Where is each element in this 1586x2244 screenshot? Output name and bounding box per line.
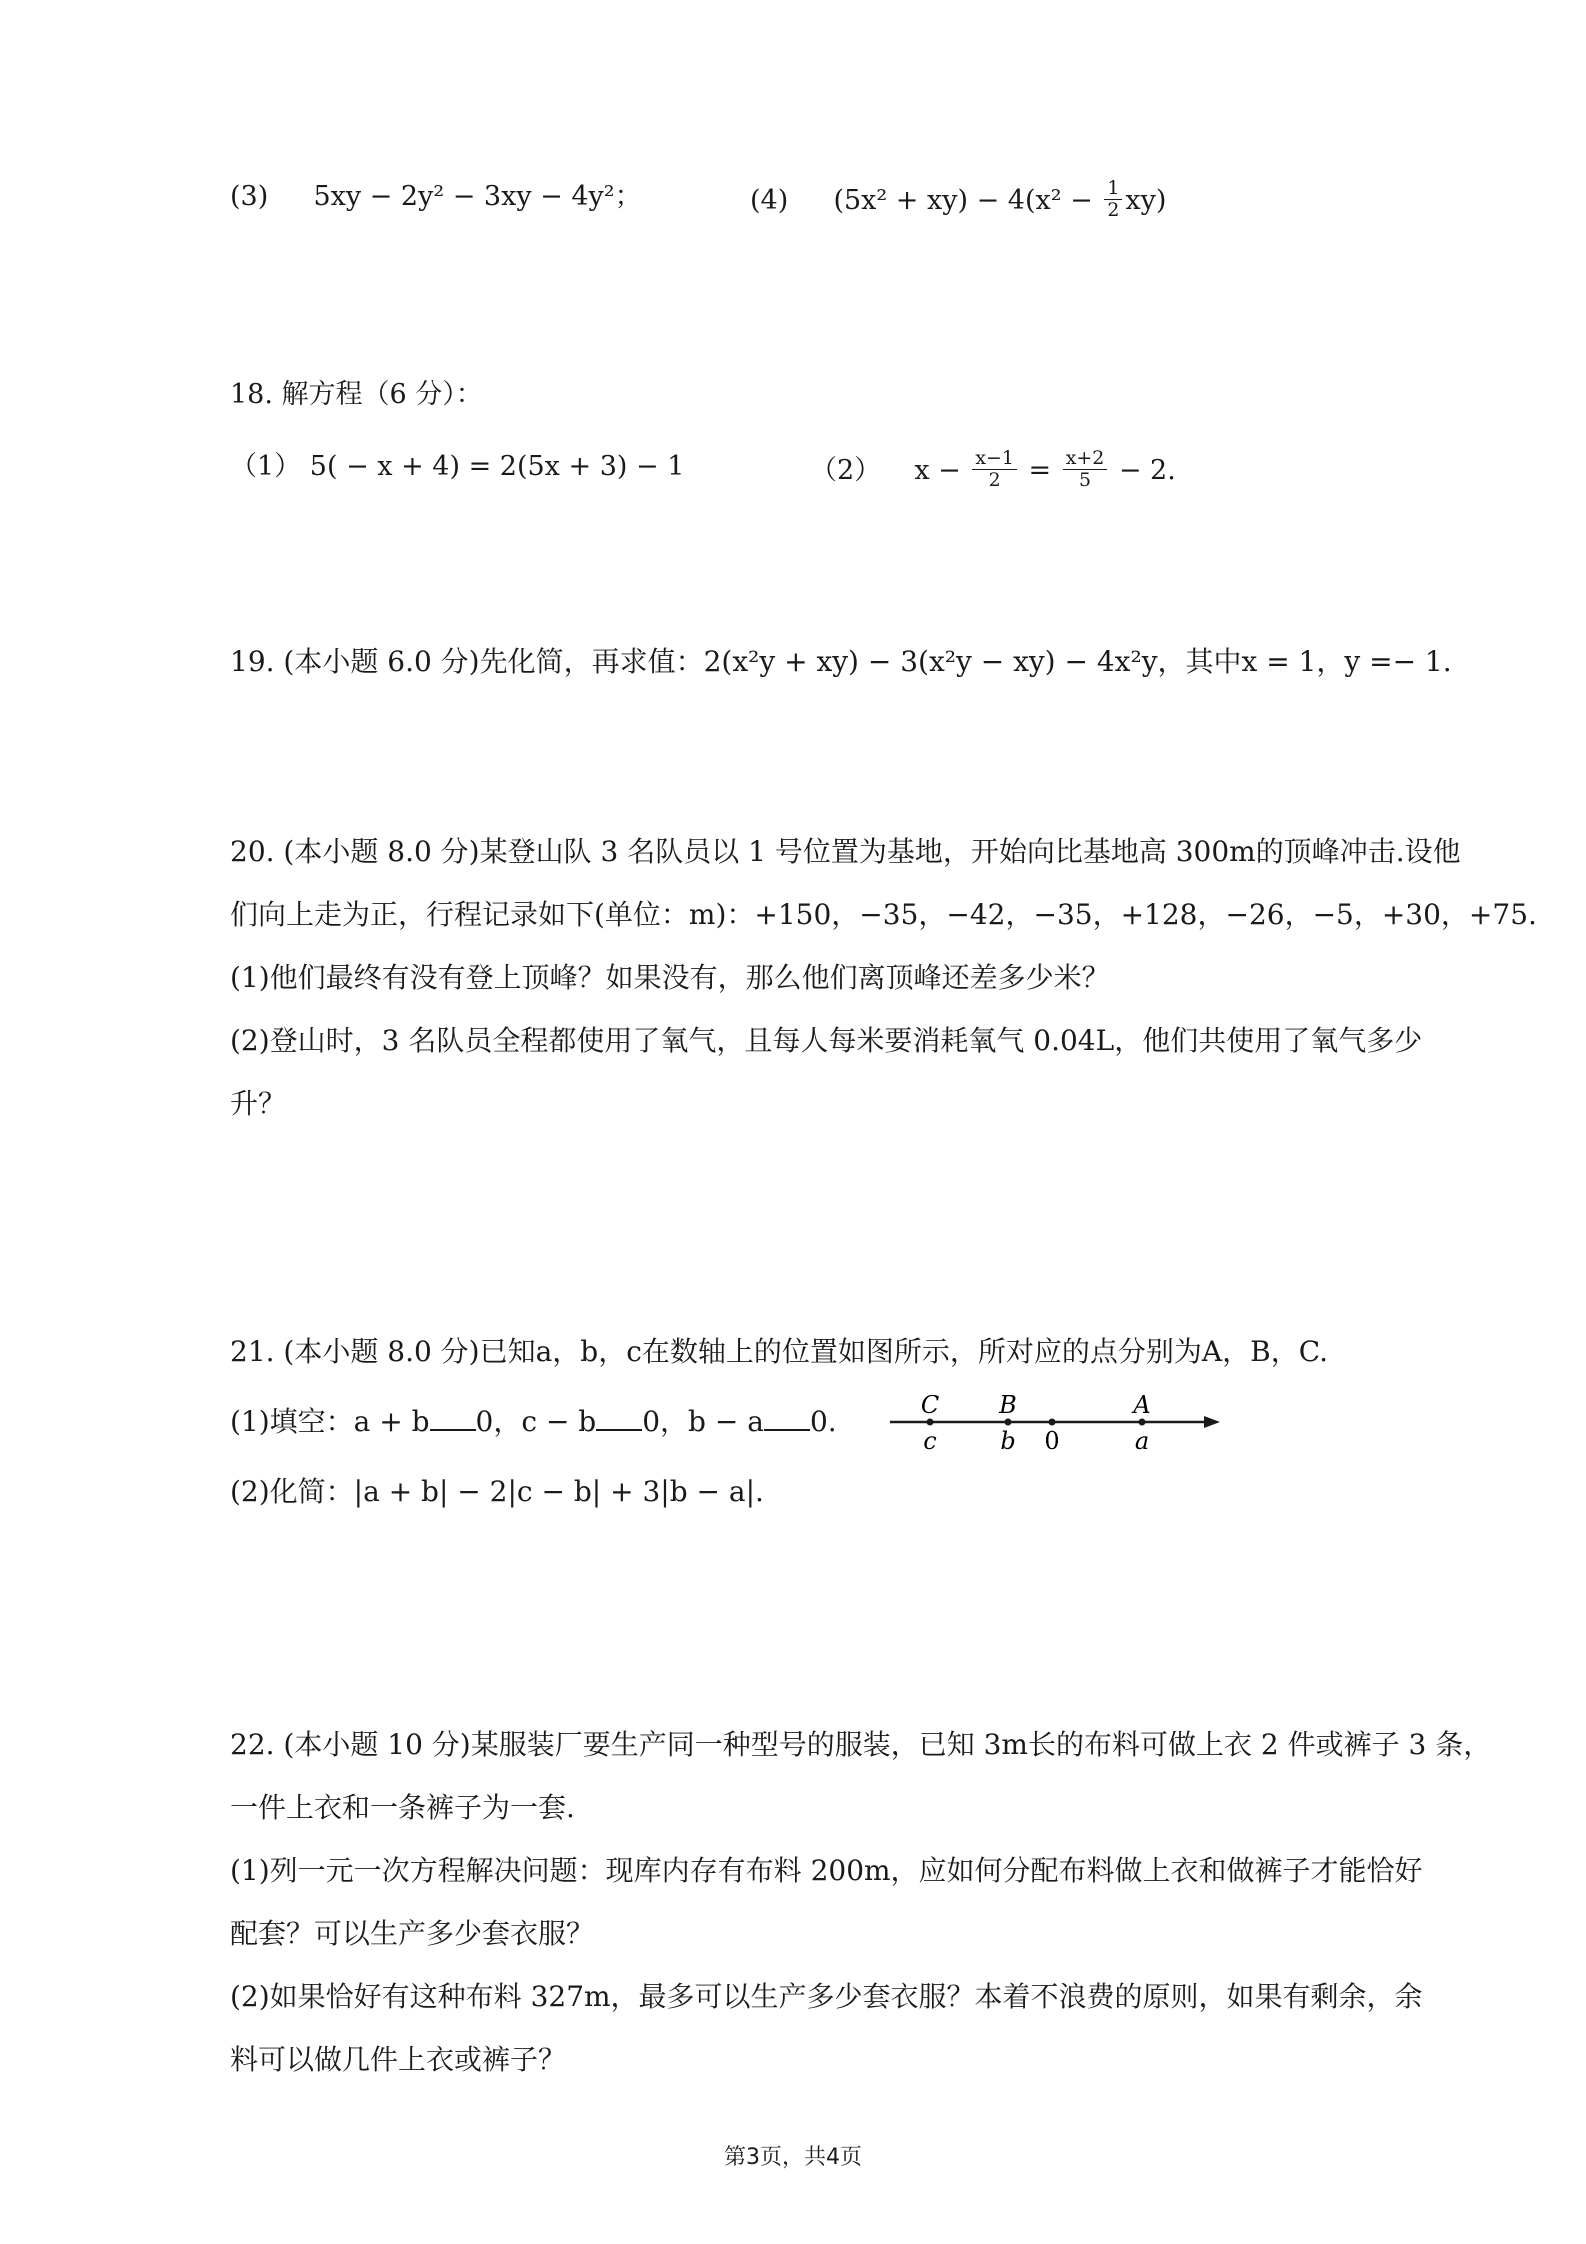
q17-item3: [230, 180, 642, 214]
fraction-denominator: 2: [1107, 198, 1120, 221]
q18-item2-eq: =: [1028, 454, 1052, 486]
label-lower-a: a: [1134, 1427, 1150, 1455]
q20-line2: 们向上走为正，行程记录如下(单位：m)：+150，−35，−42，−35，+128，−26，−5，+30，+75.: [230, 898, 1537, 931]
q20-line4: (2)登山时，3 名队员全程都使用了氧气，且每人每米要消耗氧气 0.04L，他们共使用了氧气多少: [230, 1024, 1423, 1057]
q17-item4-expr-b: xy): [1125, 184, 1167, 216]
q21-line1: 21. (本小题 8.0 分)已知a，b，c在数轴上的位置如图所示，所对应的点分别为A，B，C.: [230, 1335, 1329, 1368]
q21-fill-blanks: [230, 1405, 837, 1439]
label-upper-a: A: [1133, 1395, 1151, 1419]
fraction-numerator: 1: [1104, 178, 1122, 200]
q20-line5: 升？: [230, 1087, 287, 1120]
label-lower-c: c: [923, 1427, 937, 1455]
fraction-numerator: x+2: [1063, 448, 1108, 470]
q21-fill-part-b: 0，c − b: [475, 1405, 597, 1438]
q18-item1: [230, 450, 684, 484]
number-line-figure: [890, 1395, 1230, 1465]
label-lower-zero: 0: [1044, 1427, 1060, 1455]
point-b: [1005, 1419, 1012, 1426]
q18-item1-label: （1）: [230, 451, 302, 482]
q21-fill-part-d: 0.: [809, 1405, 837, 1438]
label-lower-b: b: [1000, 1427, 1016, 1455]
q22-line1: 22. (本小题 10 分)某服装厂要生产同一种型号的服装，已知 3m长的布料可做上衣 2 件或裤子 3 条，: [230, 1728, 1492, 1761]
q21-fill-part-c: 0，b − a: [642, 1405, 764, 1438]
answer-blank[interactable]: [596, 1407, 642, 1431]
q18-title: 18. 解方程（6 分）：: [230, 379, 483, 410]
q17-item4-label: (4): [750, 184, 789, 216]
q22-line4: 配套？可以生产多少套衣服？: [230, 1917, 595, 1950]
q18-item2-fraction-2: [1063, 448, 1108, 491]
q22-line2: 一件上衣和一条裤子为一套.: [230, 1791, 575, 1824]
q21-fill-part-a: (1)填空：a + b: [230, 1405, 430, 1438]
fraction-numerator: x−1: [972, 448, 1017, 470]
point-c: [927, 1419, 934, 1426]
fraction-denominator: 5: [1078, 468, 1091, 491]
q20-line1: 20. (本小题 8.0 分)某登山队 3 名队员以 1 号位置为基地，开始向比基地高 300m的顶峰冲击.设他: [230, 835, 1461, 868]
q22-line3: (1)列一元一次方程解决问题：现库内存有布料 200m，应如何分配布料做上衣和做裤子才能恰好: [230, 1854, 1423, 1887]
q18-item1-expr: 5( − x + 4) = 2(5x + 3) − 1: [309, 451, 685, 482]
point-origin: [1049, 1419, 1056, 1426]
q17-item3-expr: 5xy − 2y² − 3xy − 4y²；: [313, 181, 642, 212]
label-upper-b: B: [999, 1395, 1017, 1419]
q17-item4-expr-a: (5x² + xy) − 4(x² −: [833, 184, 1102, 216]
answer-blank[interactable]: [430, 1407, 476, 1431]
q18-item2-pre: x −: [914, 454, 961, 486]
answer-blank[interactable]: [764, 1407, 810, 1431]
q18-item2-fraction-1: [972, 448, 1017, 491]
q18-item2-label: （2）: [810, 454, 882, 486]
q17-item4-fraction: [1104, 178, 1122, 221]
q22-line6: 料可以做几件上衣或裤子？: [230, 2043, 567, 2076]
number-line-arrow: [1204, 1416, 1220, 1428]
q19-text: 19. (本小题 6.0 分)先化简，再求值：2(x²y + xy) − 3(x²y − xy) − 4x²y，其中x = 1，y =− 1.: [230, 645, 1452, 678]
q17-item4: [750, 177, 1167, 223]
q22-line5: (2)如果恰好有这种布料 327m，最多可以生产多少套衣服？本着不浪费的原则，如果有剩余，余: [230, 1980, 1423, 2013]
q21-line3: (2)化简：|a + b| − 2|c − b| + 3|b − a|.: [230, 1475, 764, 1508]
fraction-denominator: 2: [988, 468, 1001, 491]
q20-line3: (1)他们最终有没有登上顶峰？如果没有，那么他们离顶峰还差多少米？: [230, 961, 1110, 994]
q18-item2-post: − 2.: [1118, 454, 1176, 486]
q18-item2: [810, 447, 1176, 493]
page-footer: 第3页，共4页: [724, 2145, 862, 2170]
label-upper-c: C: [920, 1395, 940, 1419]
point-a: [1139, 1419, 1146, 1426]
q17-item3-label: (3): [230, 181, 269, 212]
